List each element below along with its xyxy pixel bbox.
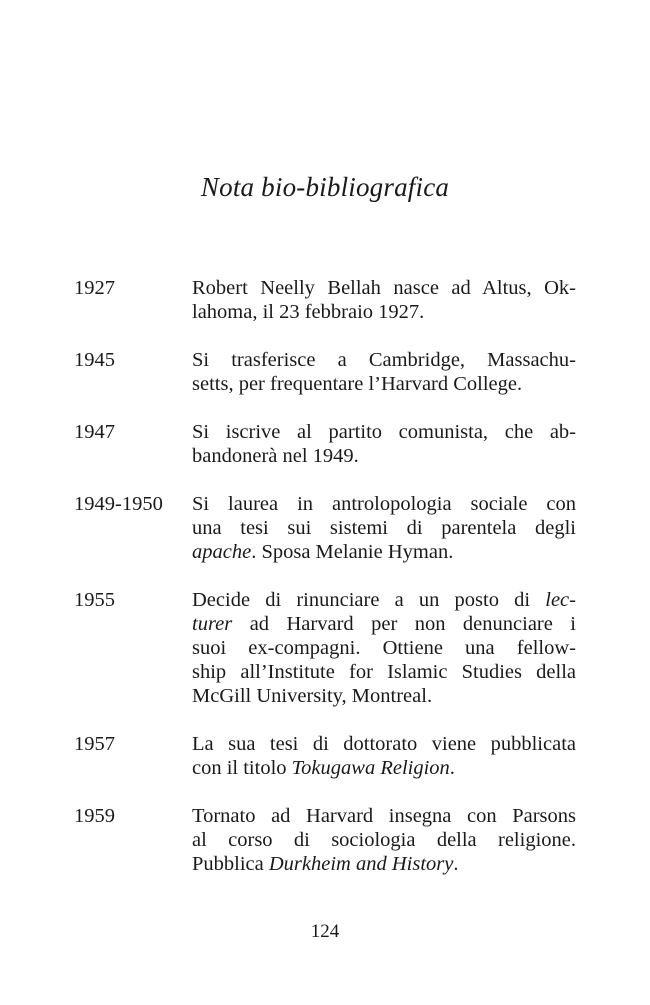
italic-title-text: turer	[192, 613, 233, 635]
entry-description	[192, 732, 576, 780]
entry-line	[192, 300, 576, 324]
italic-title-text: lec-	[545, 589, 576, 611]
entry-line	[192, 636, 576, 660]
entry-line	[192, 348, 576, 372]
entry-line	[192, 444, 576, 468]
entry-line	[192, 276, 576, 300]
entry-description	[192, 588, 576, 708]
entry-text: ad Harvard per non denunciare i	[232, 613, 576, 635]
entry-text: con il titolo	[192, 757, 292, 779]
entry-line	[192, 684, 576, 708]
entry-description	[192, 804, 576, 876]
entry-text: Si laurea in antrolopologia sociale con	[192, 493, 576, 515]
entry-line	[192, 588, 576, 612]
entry-line	[192, 660, 576, 684]
entry-text: La sua tesi di dottorato viene pubblicata	[192, 733, 576, 755]
entry-year: 1949-1950	[74, 493, 163, 515]
entry-line	[192, 804, 576, 828]
entry-line	[192, 612, 576, 636]
entry-text: Si iscrive al partito comunista, che ab-	[192, 421, 576, 443]
entry-text: .	[453, 853, 459, 875]
entry-text: al corso di sociologia della religione.	[192, 829, 576, 851]
entry-text: Decide di rinunciare a un posto di	[192, 589, 546, 611]
entry-text: ship all’Institute for Islamic Studies della	[192, 661, 576, 683]
italic-title-text: Tokugawa Religion	[291, 757, 450, 779]
entry-text: McGill University, Montreal.	[192, 685, 433, 707]
entry-text: una tesi sui sistemi di parentela degli	[192, 517, 576, 539]
entry-text: Si trasferisce a Cambridge, Massachu-	[192, 349, 576, 371]
page-number: 124	[310, 921, 340, 942]
entry-year: 1945	[74, 349, 115, 371]
entry-line	[192, 420, 576, 444]
entry-description	[192, 276, 576, 324]
entry-text: Tornato ad Harvard insegna con Parsons	[192, 805, 576, 827]
page-title: Nota bio-bibliografica	[200, 172, 450, 202]
entry-text: bandonerà nel 1949.	[192, 445, 359, 467]
entry-year: 1947	[74, 421, 115, 443]
entry-line	[192, 372, 576, 396]
entry-year: 1927	[74, 277, 115, 299]
entry-text: lahoma, il 23 febbraio 1927.	[192, 301, 425, 323]
entry-line	[192, 492, 576, 516]
italic-title-text: Durkheim and History	[268, 853, 454, 875]
entry-year: 1957	[74, 733, 115, 755]
entry-line	[192, 516, 576, 540]
entry-line	[192, 756, 576, 780]
entry-text: Pubblica	[192, 853, 269, 875]
entry-text: suoi ex-compagni. Ottiene una fellow-	[192, 637, 576, 659]
entry-line	[192, 852, 576, 876]
entry-description	[192, 492, 576, 564]
entry-description	[192, 420, 576, 468]
entry-text: . Sposa Melanie Hyman.	[251, 541, 454, 563]
entry-year: 1959	[74, 805, 115, 827]
entry-description	[192, 348, 576, 396]
entry-line	[192, 540, 576, 564]
entry-line	[192, 732, 576, 756]
entry-text: setts, per frequentare l’Harvard College.	[192, 373, 523, 395]
entry-line	[192, 828, 576, 852]
entry-year: 1955	[74, 589, 115, 611]
entry-text: .	[449, 757, 455, 779]
italic-title-text: apache	[192, 541, 252, 563]
entry-text: Robert Neelly Bellah nasce ad Altus, Ok-	[192, 277, 576, 299]
